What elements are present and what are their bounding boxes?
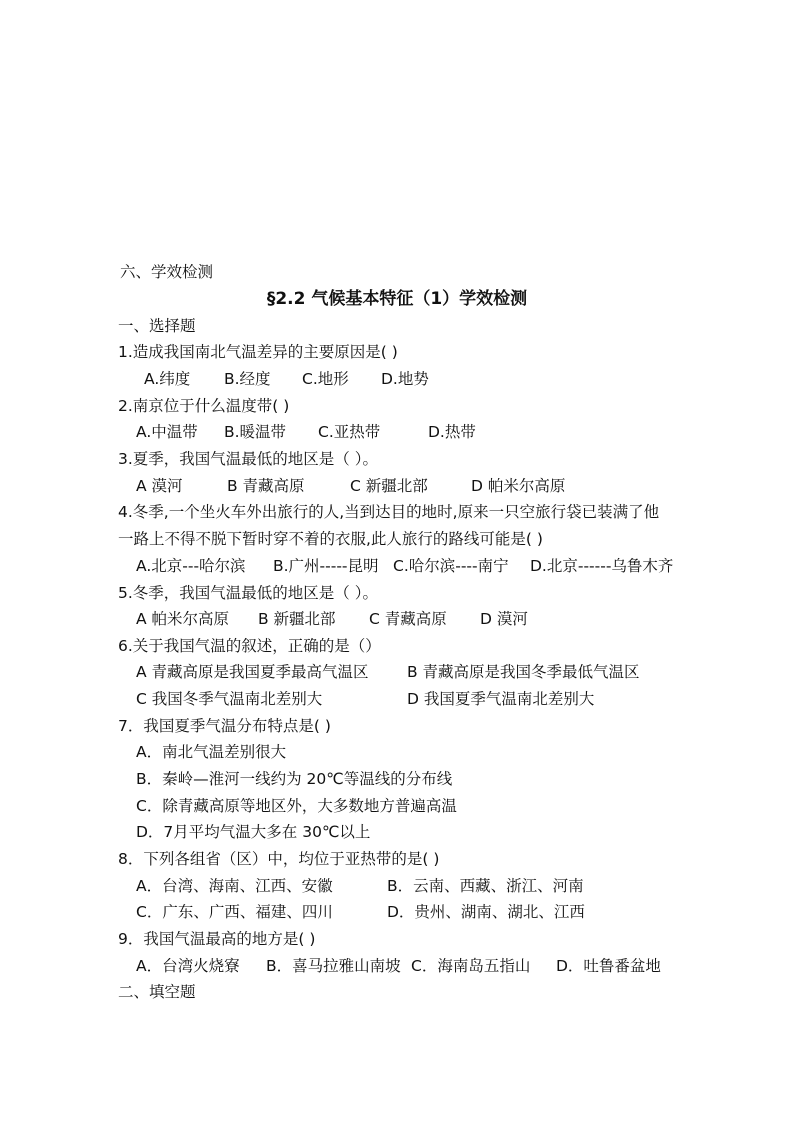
- q6-option-c: C 我国冬季气温南北差别大: [136, 690, 323, 708]
- q6-option-b: B 青藏高原是我国冬季最低气温区: [407, 663, 640, 681]
- q4-option-b: B.广州-----昆明: [273, 557, 379, 575]
- q2-option-c: C.亚热带: [318, 423, 381, 441]
- q7-option-c: C．除青藏高原等地区外，大多数地方普遍高温: [136, 797, 457, 815]
- q9-option-b: B．喜马拉雅山南坡: [266, 957, 401, 975]
- q6-option-d: D 我国夏季气温南北差别大: [407, 690, 595, 708]
- question-8-stem: 8．下列各组省（区）中，均位于亚热带的是( ): [118, 850, 440, 868]
- q2-option-a: A.中温带: [136, 423, 198, 441]
- q9-option-d: D．吐鲁番盆地: [556, 957, 661, 975]
- question-5-stem: 5.冬季，我国气温最低的地区是（ ）。: [118, 584, 378, 602]
- question-3-stem: 3.夏季，我国气温最低的地区是（ ）。: [118, 450, 378, 468]
- question-6-stem: 6.关于我国气温的叙述，正确的是（）: [118, 637, 381, 655]
- q2-option-b: B.暖温带: [224, 423, 287, 441]
- q5-option-c: C 青藏高原: [369, 610, 447, 628]
- q4-option-a: A.北京---哈尔滨: [136, 557, 246, 575]
- question-2-stem: 2.南京位于什么温度带( ): [118, 397, 290, 415]
- q1-option-c: C.地形: [302, 370, 349, 388]
- question-1-stem: 1.造成我国南北气温差异的主要原因是( ): [118, 343, 398, 361]
- q8-option-c: C．广东、广西、福建、四川: [136, 903, 333, 921]
- q5-option-a: A 帕米尔高原: [136, 610, 230, 628]
- question-4-stem-line2: 一路上不得不脱下暂时穿不着的衣服,此人旅行的路线可能是( ): [118, 530, 543, 548]
- q1-option-b: B.经度: [224, 370, 271, 388]
- q3-option-d: D 帕米尔高原: [471, 477, 566, 495]
- section-heading: 六、学效检测: [120, 263, 214, 281]
- q7-option-b: B．秦岭—淮河一线约为 20℃等温线的分布线: [136, 770, 453, 788]
- q2-option-d: D.热带: [428, 423, 476, 441]
- question-9-stem: 9．我国气温最高的地方是( ): [118, 930, 316, 948]
- q5-option-b: B 新疆北部: [258, 610, 336, 628]
- part2-heading: 二、填空题: [118, 983, 196, 1001]
- part1-heading: 一、选择题: [118, 317, 196, 335]
- q4-option-d: D.北京------乌鲁木齐: [530, 557, 674, 575]
- q9-option-a: A．台湾火烧寮: [136, 957, 240, 975]
- q8-option-d: D．贵州、湖南、湖北、江西: [387, 903, 585, 921]
- q3-option-a: A 漠河: [136, 477, 183, 495]
- q7-option-d: D．7月平均气温大多在 30℃以上: [136, 823, 371, 841]
- q8-option-a: A．台湾、海南、江西、安徽: [136, 877, 333, 895]
- q1-option-a: A.纬度: [144, 370, 191, 388]
- question-7-stem: 7．我国夏季气温分布特点是( ): [118, 717, 331, 735]
- q8-option-b: B．云南、西藏、浙江、河南: [387, 877, 584, 895]
- q6-option-a: A 青藏高原是我国夏季最高气温区: [136, 663, 369, 681]
- q3-option-b: B 青藏高原: [227, 477, 305, 495]
- q1-option-d: D.地势: [381, 370, 429, 388]
- q3-option-c: C 新疆北部: [350, 477, 428, 495]
- question-4-stem-line1: 4.冬季,一个坐火车外出旅行的人,当到达目的地时,原来一只空旅行袋已装满了他: [118, 503, 660, 521]
- q7-option-a: A．南北气温差别很大: [136, 743, 287, 761]
- q4-option-c: C.哈尔滨----南宁: [393, 557, 509, 575]
- q5-option-d: D 漠河: [480, 610, 528, 628]
- q9-option-c: C．海南岛五指山: [411, 957, 531, 975]
- document-title: §2.2 气候基本特征（1）学效检测: [266, 289, 528, 309]
